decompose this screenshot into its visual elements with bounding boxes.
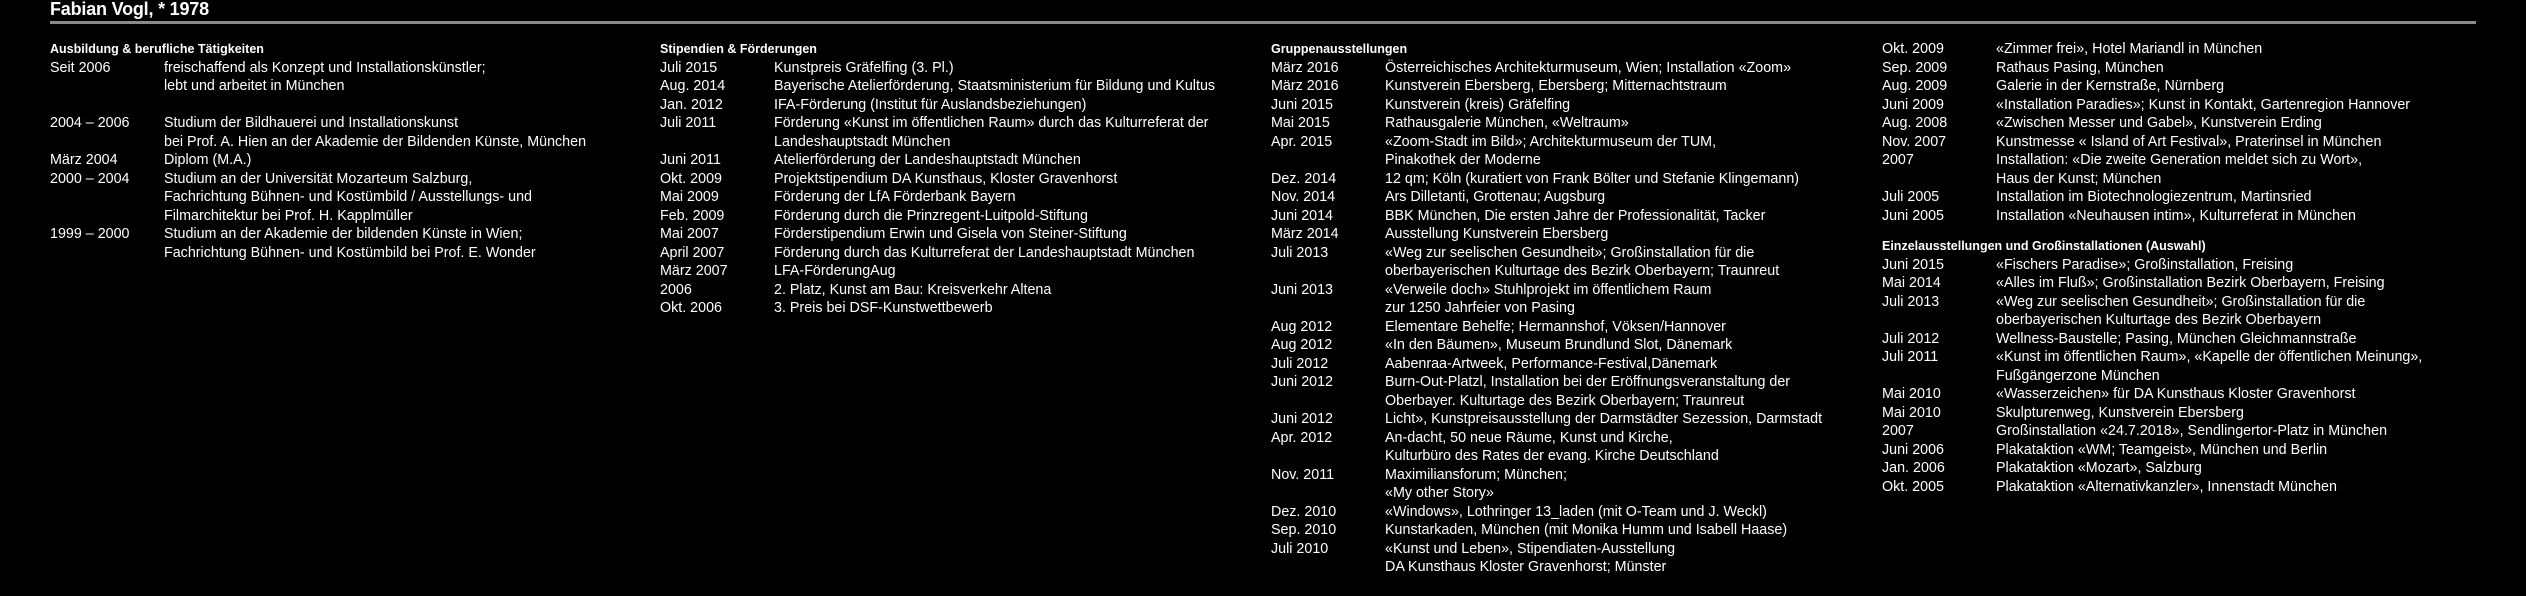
entry-line: Kunstarkaden, München (mit Monika Humm und Isabell Haase) <box>1385 522 1788 538</box>
entry-date: März 2007 <box>660 263 728 279</box>
cv-entry <box>660 188 1260 207</box>
entry-line: An-dacht, 50 neue Räume, Kunst und Kirche, <box>1385 429 1673 446</box>
entry-date: Mai 2010 <box>1882 386 1941 402</box>
entry-description <box>774 207 1260 226</box>
entry-date: Juni 2005 <box>1882 207 1945 224</box>
entry-line: Fußgängerzone München <box>1996 367 2160 384</box>
entry-date: Jan. 2012 <box>660 96 723 113</box>
entry-line: Installation im Biotechnologiezentrum, Martinsried <box>1996 189 2312 205</box>
cv-entry <box>1271 207 1871 226</box>
cv-entry <box>1882 151 2482 188</box>
group-exhibitions-list <box>1271 59 1871 577</box>
entry-date: Juni 2006 <box>1882 441 1945 458</box>
entry-date: März 2016 <box>1271 78 1339 94</box>
entry-description <box>1385 170 1871 189</box>
entry-description <box>1996 422 2482 441</box>
entry-line: «Installation Paradies»; Kunst in Kontakt, Gartenregion Hannover <box>1996 96 2411 113</box>
entry-description <box>164 114 650 151</box>
grants-list <box>660 59 1260 318</box>
entry-line: Aabenraa-Artweek, Performance-Festival,Dänemark <box>1385 355 1718 372</box>
entry-line: Oberbayer. Kulturtage des Bezirk Oberbayern; Traunreut <box>1385 392 1745 409</box>
entry-line: Plakataktion «Alternativkanzler», Innenstadt München <box>1996 478 2337 495</box>
entry-description <box>1385 225 1871 244</box>
cv-entry <box>1271 318 1871 337</box>
entry-description <box>774 225 1260 244</box>
entry-date: Juli 2011 <box>660 115 717 131</box>
entry-line: «Kunst und Leben», Stipendiaten-Ausstellung <box>1385 540 1676 557</box>
entry-description <box>1996 133 2482 152</box>
entry-line: Installation: «Die zweite Generation meldet sich zu Wort», <box>1996 152 2363 168</box>
cv-entry <box>50 170 650 226</box>
cv-entry <box>1882 77 2482 96</box>
entry-line: IFA-Förderung (Institut für Auslandsbeziehungen) <box>774 96 1087 113</box>
entry-date: Juli 2013 <box>1271 244 1329 261</box>
entry-description <box>1996 441 2482 460</box>
entry-line: Elementare Behelfe; Hermannshof, Vöksen/Hannover <box>1385 318 1726 335</box>
entry-line: «Zwischen Messer und Gabel», Kunstverein Erding <box>1996 115 2322 131</box>
entry-line: Projektstipendium DA Kunsthaus, Kloster Gravenhorst <box>774 170 1118 187</box>
entry-date: Juli 2012 <box>1271 355 1329 372</box>
entry-description <box>1385 521 1871 540</box>
entry-line: «Wasserzeichen» für DA Kunsthaus Kloster Gravenhorst <box>1996 386 2356 402</box>
entry-description <box>164 170 650 226</box>
cv-entry <box>50 225 650 262</box>
entry-line: «Weg zur seelischen Gesundheit»; Großinstallation für die <box>1385 244 1755 261</box>
cv-entry <box>660 299 1260 318</box>
entry-date: April 2007 <box>660 244 725 261</box>
entry-line: Atelierförderung der Landeshauptstadt München <box>774 152 1081 168</box>
cv-entry <box>1271 336 1871 355</box>
entry-line: Studium der Bildhauerei und Installationskunst <box>164 115 459 131</box>
entry-date: Apr. 2015 <box>1271 133 1333 150</box>
entry-date: März 2014 <box>1271 226 1339 242</box>
cv-entry <box>1271 225 1871 244</box>
entry-date: Apr. 2012 <box>1271 429 1333 446</box>
entry-description <box>1385 207 1871 226</box>
entry-description <box>774 77 1260 96</box>
entry-line: Bayerische Atelierförderung, Staatsministerium für Bildung und Kultus <box>774 78 1216 94</box>
entry-line: Studium an der Akademie der bildenden Künste in Wien; <box>164 226 523 242</box>
cv-entry <box>660 281 1260 300</box>
entry-line: Rathausgalerie München, «Weltraum» <box>1385 115 1629 131</box>
entry-line: 2. Platz, Kunst am Bau: Kreisverkehr Altena <box>774 281 1052 298</box>
entry-date: Juni 2015 <box>1271 96 1334 113</box>
cv-entry <box>1271 503 1871 522</box>
entry-line: 3. Preis bei DSF-Kunstwettbewerb <box>774 300 993 316</box>
page-title: Fabian Vogl, * 1978 <box>50 0 209 19</box>
entry-description <box>1996 385 2482 404</box>
cv-entry <box>1882 114 2482 133</box>
cv-entry <box>1271 114 1871 133</box>
entry-line: Galerie in der Kernstraße, Nürnberg <box>1996 78 2225 94</box>
entry-line: Maximiliansforum; München; <box>1385 466 1567 483</box>
entry-line: «In den Bäumen», Museum Brundlund Slot, Dänemark <box>1385 337 1733 353</box>
entry-date: Okt. 2009 <box>660 170 722 187</box>
entry-line: Installation «Neuhausen intim», Kulturreferat in München <box>1996 207 2357 224</box>
entry-line: bei Prof. A. Hien an der Akademie der Bildenden Künste, München <box>164 133 587 150</box>
entry-line: Landeshauptstadt München <box>774 133 951 150</box>
entry-date: Mai 2009 <box>660 189 719 205</box>
column-grants <box>660 40 1260 318</box>
entry-date: Juni 2011 <box>660 152 721 168</box>
entry-description <box>1996 77 2482 96</box>
cv-entry <box>1271 429 1871 466</box>
entry-description <box>774 188 1260 207</box>
entry-date: Feb. 2009 <box>660 207 725 224</box>
entry-date: Juli 2011 <box>1882 349 1939 365</box>
entry-date: Jan. 2006 <box>1882 460 1945 476</box>
cv-entry <box>1882 441 2482 460</box>
entry-description <box>774 96 1260 115</box>
cv-entry <box>1271 410 1871 429</box>
entry-date: Aug. 2008 <box>1882 115 1948 131</box>
entry-description <box>1996 96 2482 115</box>
entry-line: Filmarchitektur bei Prof. H. Kapplmüller <box>164 207 413 224</box>
entry-date: 1999 – 2000 <box>50 226 130 242</box>
entry-date: Juli 2013 <box>1882 293 1940 310</box>
entry-line: Fachrichtung Bühnen- und Kostümbild bei Prof. E. Wonder <box>164 244 536 261</box>
section-heading-grants: Stipendien & Förderungen <box>660 42 817 56</box>
entry-date: Juni 2013 <box>1271 281 1334 298</box>
entry-description <box>1996 274 2482 293</box>
cv-entry <box>1271 355 1871 374</box>
cv-entry <box>1271 170 1871 189</box>
entry-description <box>774 151 1260 170</box>
cv-entry <box>660 77 1260 96</box>
entry-date: Juli 2005 <box>1882 189 1940 205</box>
column-group-exhibitions <box>1271 40 1871 577</box>
entry-line: Österreichisches Architekturmuseum, Wien; Installation «Zoom» <box>1385 59 1792 76</box>
entry-description <box>1385 188 1871 207</box>
cv-entry <box>660 244 1260 263</box>
entry-line: Ausstellung Kunstverein Ebersberg <box>1385 226 1609 242</box>
cv-entry <box>660 96 1260 115</box>
entry-line: Wellness-Baustelle; Pasing, München Gleichmannstraße <box>1996 330 2357 347</box>
entry-line: Pinakothek der Moderne <box>1385 152 1541 168</box>
cv-entry <box>1882 207 2482 226</box>
entry-date: Sep. 2009 <box>1882 59 1948 76</box>
entry-line: Förderung durch das Kulturreferat der Landeshauptstadt München <box>774 244 1195 261</box>
entry-description <box>1385 133 1871 170</box>
entry-date: Juni 2012 <box>1271 411 1334 427</box>
cv-entry <box>1271 244 1871 281</box>
entry-line: Förderung durch die Prinzregent-Luitpold-Stiftung <box>774 207 1088 224</box>
entry-date: Dez. 2014 <box>1271 170 1337 187</box>
cv-entry <box>1882 330 2482 349</box>
entry-description <box>1385 59 1871 78</box>
entry-line: Förderung der LfA Förderbank Bayern <box>774 189 1016 205</box>
cv-entry <box>1271 373 1871 410</box>
entry-date: Okt. 2009 <box>1882 41 1944 57</box>
cv-entry <box>660 262 1260 281</box>
entry-description <box>1996 256 2482 275</box>
entry-description <box>1385 503 1871 522</box>
cv-entry <box>660 59 1260 78</box>
entry-line: «Fischers Paradise»; Großinstallation, Freising <box>1996 256 2294 273</box>
entry-description <box>774 244 1260 263</box>
cv-entry <box>1882 348 2482 385</box>
entry-date: März 2004 <box>50 152 118 168</box>
entry-description <box>1385 281 1871 318</box>
entry-line: Kunstmesse « Island of Art Festival», Praterinsel in München <box>1996 133 2382 150</box>
entry-line: Kunstverein Ebersberg, Ebersberg; Mitternachtstraum <box>1385 78 1727 94</box>
cv-entry <box>1882 274 2482 293</box>
entry-description <box>164 225 650 262</box>
cv-entry <box>660 170 1260 189</box>
entry-line: lebt und arbeitet in München <box>164 78 345 94</box>
entry-line: oberbayerischen Kulturtage des Bezirk Oberbayern; Traunreut <box>1385 263 1780 279</box>
entry-date: Aug. 2014 <box>660 78 726 94</box>
cv-entry <box>1271 96 1871 115</box>
entry-line: oberbayerischen Kulturtage des Bezirk Oberbayern <box>1996 312 2322 328</box>
column-education <box>50 40 650 262</box>
cv-entry <box>1882 293 2482 330</box>
cv-entry <box>1882 422 2482 441</box>
entry-line: «Alles im Fluß»; Großinstallation Bezirk Oberbayern, Freising <box>1996 275 2385 291</box>
entry-line: freischaffend als Konzept und Installationskünstler; <box>164 59 486 76</box>
entry-line: Licht», Kunstpreisausstellung der Darmstädter Sezession, Darmstadt <box>1385 411 1823 427</box>
title-divider <box>50 21 2476 24</box>
entry-date: Okt. 2006 <box>660 300 722 316</box>
column-exhibitions-continued <box>1882 40 2482 496</box>
entry-date: 2000 – 2004 <box>50 170 130 187</box>
entry-description <box>1996 348 2482 385</box>
entry-description <box>774 59 1260 78</box>
entry-line: 12 qm; Köln (kuratiert von Frank Bölter und Stefanie Klingemann) <box>1385 170 1800 187</box>
entry-date: Sep. 2010 <box>1271 522 1337 538</box>
entry-description <box>1996 478 2482 497</box>
entry-line: Diplom (M.A.) <box>164 152 252 168</box>
section-heading-education: Ausbildung & berufliche Tätigkeiten <box>50 42 264 56</box>
entry-date: Mai 2010 <box>1882 404 1941 421</box>
entry-date: Juni 2014 <box>1271 207 1334 224</box>
entry-line: Burn-Out-Platzl, Installation bei der Eröffnungsveranstaltung der <box>1385 374 1791 390</box>
cv-entry <box>1882 59 2482 78</box>
entry-date: Mai 2015 <box>1271 115 1330 131</box>
cv-entry <box>1271 77 1871 96</box>
group-exhibitions-continued-list <box>1882 40 2482 225</box>
entry-description <box>1996 40 2482 59</box>
entry-date: Nov. 2014 <box>1271 189 1336 205</box>
entry-description <box>1996 188 2482 207</box>
cv-entry <box>1882 256 2482 275</box>
entry-date: Aug 2012 <box>1271 337 1333 353</box>
entry-description <box>1385 77 1871 96</box>
entry-description <box>1385 540 1871 577</box>
section-heading-group-exhibitions: Gruppenausstellungen <box>1271 42 1408 56</box>
cv-entry <box>1882 459 2482 478</box>
cv-entry <box>50 114 650 151</box>
entry-date: Nov. 2007 <box>1882 133 1947 150</box>
entry-line: Haus der Kunst; München <box>1996 170 2162 187</box>
entry-line: Förderung «Kunst im öffentlichen Raum» durch das Kulturreferat der <box>774 115 1209 131</box>
entry-line: LFA-FörderungAug <box>774 263 896 279</box>
entry-description <box>774 299 1260 318</box>
entry-line: Ars Dilletanti, Grottenau; Augsburg <box>1385 189 1606 205</box>
entry-line: Skulpturenweg, Kunstverein Ebersberg <box>1996 404 2244 421</box>
entry-date: Seit 2006 <box>50 59 111 76</box>
entry-description <box>1385 466 1871 503</box>
entry-date: Juni 2009 <box>1882 96 1945 113</box>
cv-entry <box>1882 96 2482 115</box>
cv-entry <box>1882 404 2482 423</box>
entry-description <box>1385 336 1871 355</box>
entry-description <box>1385 410 1871 429</box>
entry-line: Plakataktion «WM; Teamgeist», München und Berlin <box>1996 441 2328 458</box>
cv-entry <box>1271 281 1871 318</box>
entry-date: Mai 2014 <box>1882 275 1941 291</box>
cv-entry <box>1882 478 2482 497</box>
entry-line: «My other Story» <box>1385 485 1494 501</box>
entry-line: Rathaus Pasing, München <box>1996 59 2164 76</box>
entry-date: Aug 2012 <box>1271 318 1333 335</box>
entry-date: 2004 – 2006 <box>50 115 130 131</box>
cv-entry <box>1271 188 1871 207</box>
entry-spacer <box>50 96 650 115</box>
cv-entry <box>1271 59 1871 78</box>
entry-description <box>774 170 1260 189</box>
entry-date: 2007 <box>1882 152 1914 168</box>
entry-line: Förderstipendium Erwin und Gisela von Steiner-Stiftung <box>774 226 1127 242</box>
entry-date: Okt. 2005 <box>1882 478 1944 495</box>
entry-line: Kulturbüro des Rates der evang. Kirche Deutschland <box>1385 448 1719 464</box>
entry-date: Nov. 2011 <box>1271 466 1335 483</box>
entry-description <box>774 114 1260 151</box>
solo-exhibitions-list <box>1882 256 2482 497</box>
cv-entry <box>50 59 650 96</box>
cv-entry <box>660 225 1260 244</box>
entry-line: «Windows», Lothringer 13_laden (mit O-Team und J. Weckl) <box>1385 503 1767 520</box>
entry-line: Kunstpreis Gräfelfing (3. Pl.) <box>774 59 954 76</box>
cv-entry <box>1271 540 1871 577</box>
entry-description <box>774 281 1260 300</box>
cv-entry <box>660 207 1260 226</box>
cv-entry <box>1882 188 2482 207</box>
entry-line: «Weg zur seelischen Gesundheit»; Großinstallation für die <box>1996 293 2366 310</box>
entry-line: Studium an der Universität Mozarteum Salzburg, <box>164 170 473 187</box>
entry-description <box>1385 114 1871 133</box>
entry-line: BBK München, Die ersten Jahre der Professionalität, Tacker <box>1385 207 1766 224</box>
entry-date: Dez. 2010 <box>1271 503 1337 520</box>
entry-description <box>774 262 1260 281</box>
entry-line: Fachrichtung Bühnen- und Kostümbild / Ausstellungs- und <box>164 189 532 205</box>
cv-entry <box>1882 133 2482 152</box>
entry-date: Juli 2012 <box>1882 330 1940 347</box>
entry-description <box>1385 429 1871 466</box>
entry-date: März 2016 <box>1271 59 1339 76</box>
cv-entry <box>1882 385 2482 404</box>
entry-line: DA Kunsthaus Kloster Gravenhorst; Münster <box>1385 559 1667 575</box>
entry-description <box>1996 114 2482 133</box>
entry-date: Juni 2012 <box>1271 374 1334 390</box>
education-list <box>50 59 650 263</box>
entry-date: Juni 2015 <box>1882 256 1945 273</box>
entry-date: Juli 2015 <box>660 59 718 76</box>
entry-description <box>1996 330 2482 349</box>
entry-date: Juli 2010 <box>1271 540 1329 557</box>
cv-entry <box>660 114 1260 151</box>
entry-line: zur 1250 Jahrfeier von Pasing <box>1385 300 1575 316</box>
entry-line: «Kunst im öffentlichen Raum», «Kapelle der öffentlichen Meinung», <box>1996 349 2423 365</box>
entry-date: Mai 2007 <box>660 226 719 242</box>
entry-date: 2006 <box>660 281 692 298</box>
entry-description <box>1385 355 1871 374</box>
cv-entry <box>1271 133 1871 170</box>
entry-description <box>1996 207 2482 226</box>
entry-description <box>164 59 650 96</box>
entry-date: Aug. 2009 <box>1882 78 1948 94</box>
entry-description <box>1385 244 1871 281</box>
section-heading-solo-exhibitions: Einzelausstellungen und Großinstallationen (Auswahl) <box>1882 239 2206 253</box>
entry-description <box>1385 96 1871 115</box>
entry-description <box>164 151 650 170</box>
entry-description <box>1996 404 2482 423</box>
cv-entry <box>1882 40 2482 59</box>
entry-description <box>1996 459 2482 478</box>
entry-line: «Zimmer frei», Hotel Mariandl in München <box>1996 41 2263 57</box>
entry-description <box>1996 59 2482 78</box>
entry-description <box>1996 151 2482 188</box>
entry-date: 2007 <box>1882 423 1914 439</box>
entry-line: Plakataktion «Mozart», Salzburg <box>1996 460 2202 476</box>
entry-line: «Verweile doch» Stuhlprojekt im öffentlichem Raum <box>1385 281 1712 298</box>
cv-entry <box>660 151 1260 170</box>
entry-description <box>1385 373 1871 410</box>
entry-line: «Zoom-Stadt im Bild»; Architekturmuseum der TUM, <box>1385 133 1717 150</box>
entry-line: Kunstverein (kreis) Gräfelfing <box>1385 96 1571 113</box>
entry-description <box>1996 293 2482 330</box>
cv-entry <box>50 151 650 170</box>
entry-description <box>1385 318 1871 337</box>
cv-entry <box>1271 466 1871 503</box>
entry-line: Großinstallation «24.7.2018», Sendlingertor-Platz in München <box>1996 423 2388 439</box>
cv-entry <box>1271 521 1871 540</box>
